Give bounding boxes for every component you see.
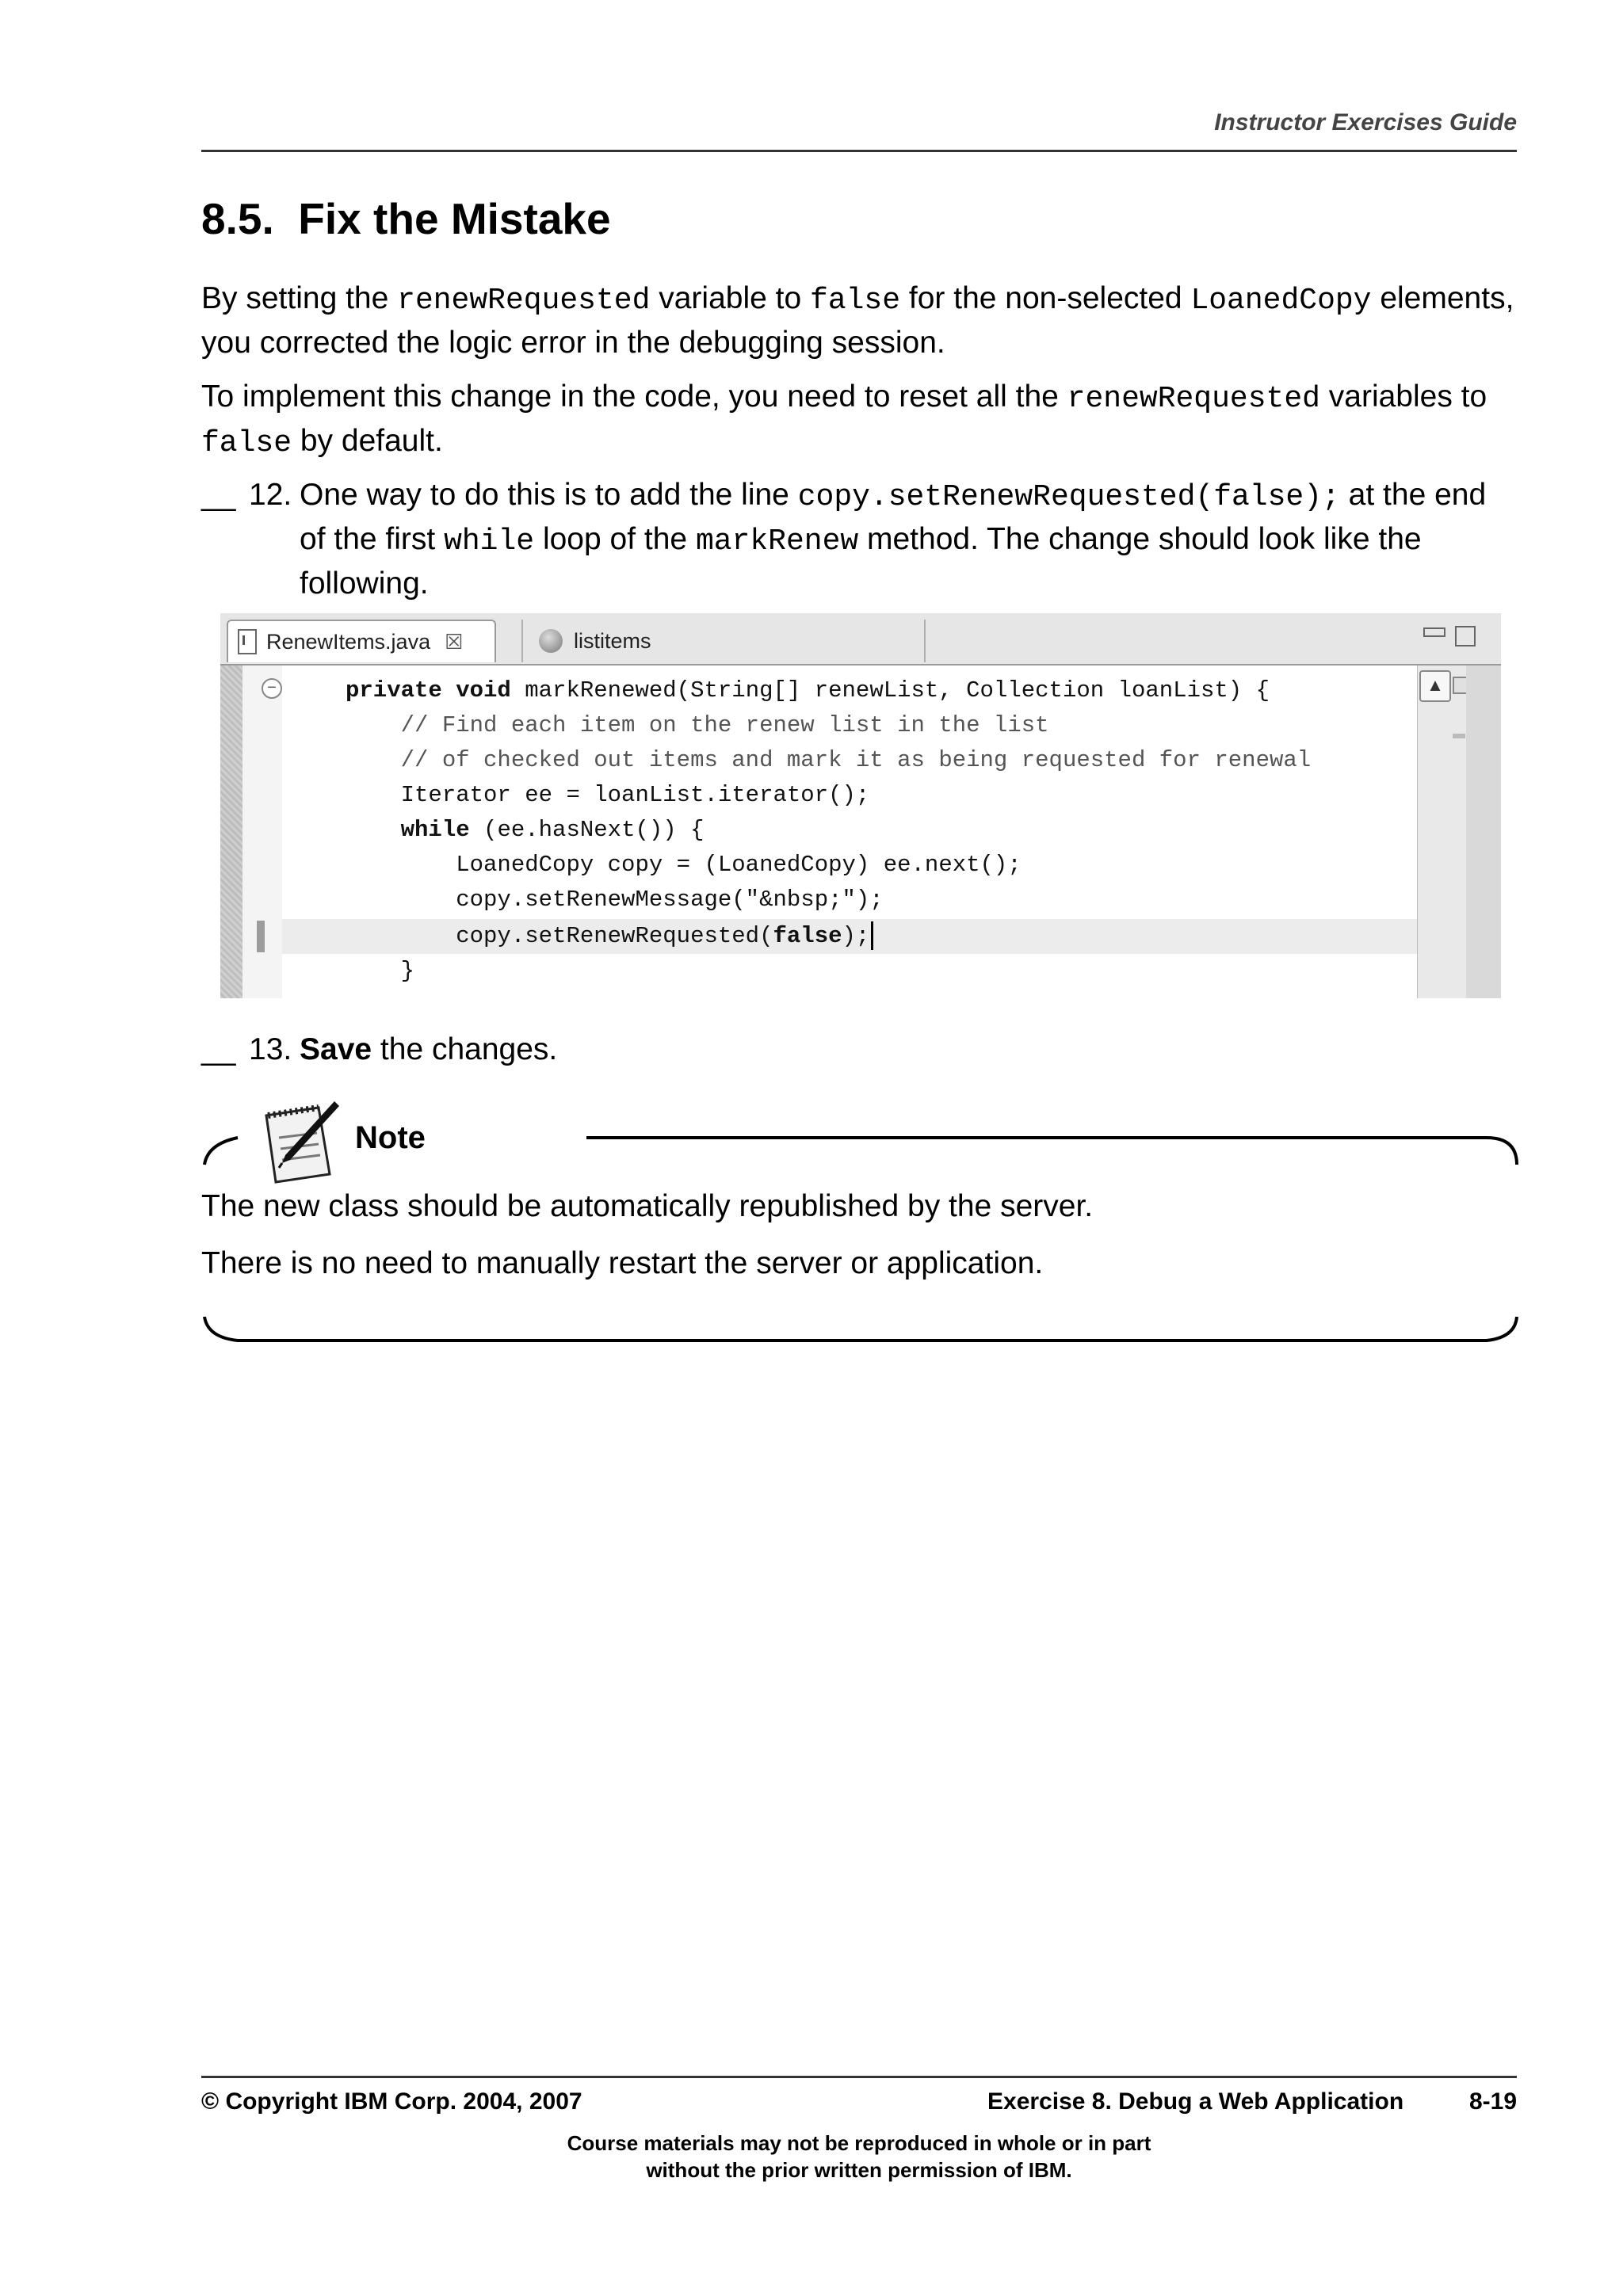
footer-legal-line-2: without the prior written permission of IBM.: [646, 2158, 1072, 2182]
step-number: 12.: [249, 478, 292, 512]
code-text: copy.setRenewRequested(: [346, 923, 773, 949]
editor-left-border: [220, 666, 242, 998]
checkbox-blank: __: [201, 478, 236, 512]
code-inline: copy.setRenewRequested(false);: [797, 480, 1340, 514]
java-file-icon: [238, 629, 257, 654]
text: elements, you corrected the logic error in the debugging session.: [201, 281, 1514, 360]
overview-marker: [1453, 734, 1465, 738]
code-inline: renewRequested: [397, 284, 651, 318]
text: loop of the: [534, 522, 696, 556]
globe-icon: [539, 629, 563, 653]
running-header: Instructor Exercises Guide: [1214, 109, 1517, 135]
collapse-icon[interactable]: −: [262, 678, 282, 699]
text: To implement this change in the code, you need to reset all the: [201, 379, 1067, 414]
keyword: private void: [346, 677, 511, 704]
current-line-marker: [257, 921, 265, 952]
note-line-2: There is no need to manually restart the server or application.: [201, 1246, 1044, 1280]
scroll-up-icon[interactable]: ▲: [1419, 670, 1451, 702]
footer-rule: [201, 2076, 1517, 2078]
notepad-pen-icon: [255, 1098, 341, 1187]
code-text: (ee.hasNext()) {: [469, 817, 705, 843]
footer-exercise-title: Exercise 8. Debug a Web Application: [987, 2088, 1404, 2115]
paragraph-intro: [201, 277, 1517, 364]
text: for the non-selected: [900, 281, 1191, 315]
text: the changes.: [372, 1032, 558, 1066]
step-text: [300, 1028, 1517, 1070]
step-12: [201, 474, 1517, 601]
code-text: );: [842, 923, 870, 949]
tab-label: RenewItems.java: [266, 629, 431, 654]
editor-tab-bar: [220, 613, 1501, 666]
footer-copyright: © Copyright IBM Corp. 2004, 2007: [201, 2088, 582, 2115]
text: By setting the: [201, 281, 398, 315]
paragraph-implement: [201, 376, 1517, 464]
code-line: LoanedCopy copy = (LoanedCopy) ee.next();: [346, 852, 1022, 878]
code-line: // Find each item on the renew list in the list: [346, 712, 1049, 738]
minimize-icon[interactable]: [1423, 627, 1445, 637]
text: One way to do this is to add the line: [300, 478, 798, 512]
text: variable to: [650, 281, 811, 315]
step-number: 13.: [249, 1032, 292, 1066]
section-title: 8.5. Fix the Mistake: [201, 194, 611, 243]
tab-label: listitems: [574, 628, 651, 653]
close-icon[interactable]: ☒: [445, 629, 464, 654]
vertical-scrollbar[interactable]: [1417, 666, 1467, 998]
keyword: false: [773, 923, 842, 949]
note-label: Note: [355, 1120, 426, 1155]
note-line-1: The new class should be automatically republished by the server.: [201, 1189, 1094, 1223]
tab-renewitems-java[interactable]: [227, 620, 496, 662]
footer-page-number: 8-19: [1468, 2088, 1517, 2115]
ide-screenshot: [220, 613, 1501, 998]
step-text: [300, 474, 1517, 605]
code-line: }: [346, 958, 415, 984]
code-line: copy.setRenewMessage("&nbsp;");: [346, 887, 884, 913]
text-bold: Save: [300, 1032, 372, 1066]
code-inline: LoanedCopy: [1190, 284, 1372, 318]
text-caret: [871, 921, 873, 950]
code-inline: renewRequested: [1067, 382, 1320, 416]
tab-listitems[interactable]: [521, 620, 926, 662]
maximize-icon[interactable]: [1455, 626, 1476, 646]
code-line: // of checked out items and mark it as being requested for renewal: [346, 747, 1312, 773]
header-rule: [201, 150, 1517, 152]
editor-right-border: [1466, 666, 1501, 998]
text: at the end of the first: [300, 478, 1487, 556]
text: method. The change should look like the following.: [300, 522, 1422, 601]
code-inline: false: [810, 284, 901, 318]
code-inline: markRenew: [695, 524, 859, 559]
code-line: [346, 673, 1270, 708]
text: by default.: [292, 424, 443, 458]
indent: [346, 817, 401, 843]
checkbox-blank: __: [201, 1032, 236, 1066]
footer-legal-line-1: Course materials may not be reproduced in whole or in part: [567, 2131, 1151, 2155]
code-editor[interactable]: [282, 666, 1417, 998]
code-line: Iterator ee = loanList.iterator();: [346, 782, 870, 808]
text: variables to: [1319, 379, 1487, 414]
code-inline: while: [444, 524, 535, 559]
code-line: [346, 813, 705, 848]
code-inline: false: [201, 426, 292, 460]
code-line-current: [346, 919, 873, 954]
keyword: while: [400, 817, 470, 843]
code-text: markRenewed(String[] renewList, Collection loanList) {: [510, 677, 1270, 704]
step-13: [201, 1028, 1517, 1076]
